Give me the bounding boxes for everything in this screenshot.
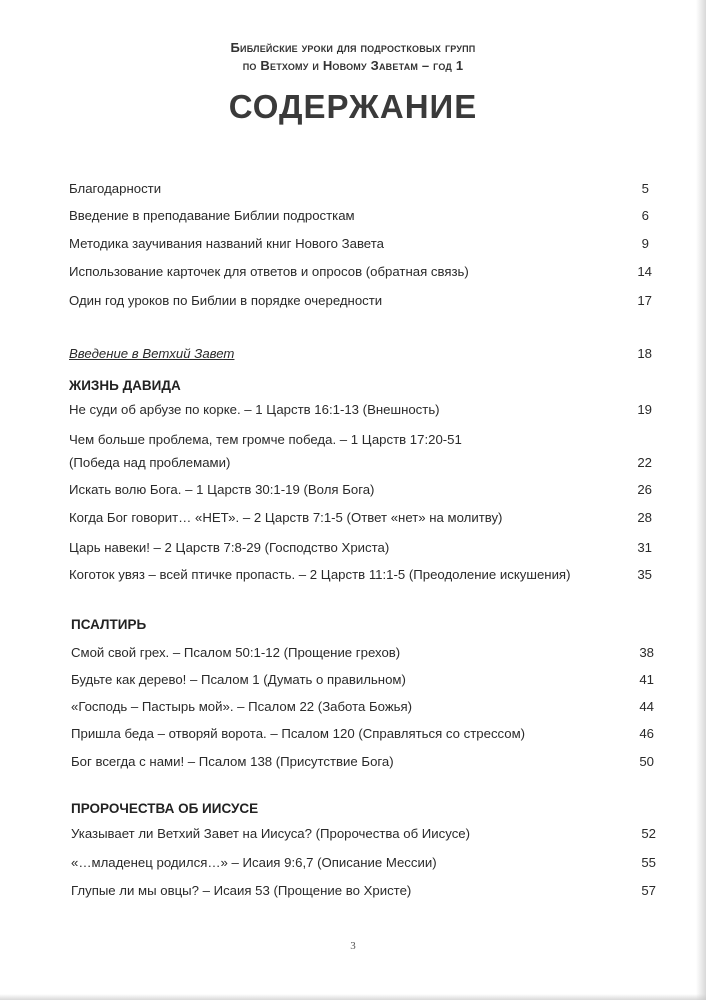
toc-entry-page: 57 (641, 883, 656, 898)
toc-entry-page: 14 (637, 264, 652, 279)
toc-entry-page: 22 (637, 455, 652, 470)
toc-entry-text: Не суди об арбузе по корке. – 1 Царств 16:1-13 (Внешность) (69, 402, 440, 417)
toc-entry-page: 9 (641, 236, 649, 251)
toc-entry-page: 38 (639, 645, 654, 660)
toc-entry-text: «Господь – Пастырь мой». – Псалом 22 (Забота Божья) (71, 699, 413, 714)
toc-entry (0, 855, 706, 875)
section-heading: ЖИЗНЬ ДАВИДА (69, 378, 181, 393)
toc-entry-text: Смой свой грех. – Псалом 50:1-12 (Прощение грехов) (71, 645, 401, 660)
toc-entry-text: «…младенец родился…» – Исаия 9:6,7 (Описание Мессии) (71, 855, 437, 870)
toc-entry-page: 35 (637, 567, 652, 582)
toc-entry-ot-intro (0, 346, 706, 366)
toc-entry-page: 28 (637, 510, 652, 525)
toc-entry-text: Введение в Ветхий Завет (69, 346, 235, 361)
toc-entry (0, 510, 706, 530)
toc-entry-page: 46 (639, 726, 654, 741)
toc-entry (0, 699, 706, 719)
toc-entry (0, 540, 706, 560)
page-edge-shadow-right (696, 0, 706, 1000)
toc-entry-text: Чем больше проблема, тем громче победа. – 1 Царств 17:20-51 (69, 432, 462, 447)
toc-entry (0, 482, 706, 502)
toc-entry-continued (0, 455, 706, 475)
toc-entry-text: Использование карточек для ответов и опросов (обратная связь) (69, 264, 469, 279)
section-heading: ПСАЛТИРЬ (71, 617, 147, 632)
toc-entry-page: 52 (641, 826, 656, 841)
toc-entry (0, 402, 706, 422)
toc-entry (0, 726, 706, 746)
toc-entry-text: Когда Бог говорит… «НЕТ». – 2 Царств 7:1-5 (Ответ «нет» на молитву) (69, 510, 503, 525)
toc-entry-page: 31 (637, 540, 652, 555)
toc-entry-page: 44 (639, 699, 654, 714)
toc-entry-text-continued: (Победа над проблемами) (69, 455, 231, 470)
toc-entry-page: 5 (641, 181, 649, 196)
page-edge-shadow-bottom (0, 994, 706, 1000)
toc-entry-page: 50 (639, 754, 654, 769)
toc-entry (0, 826, 706, 846)
toc-entry (0, 754, 706, 774)
toc-entry-text: Один год уроков по Библии в порядке очередности (69, 293, 383, 308)
toc-entry (0, 293, 706, 313)
toc-entry (0, 672, 706, 692)
toc-entry-text: Глупые ли мы овцы? – Исаия 53 (Прощение во Христе) (71, 883, 412, 898)
toc-entry-text: Пришла беда – отворяй ворота. – Псалом 120 (Справляться со стрессом) (71, 726, 526, 741)
toc-entry (0, 567, 706, 587)
toc-entry (0, 432, 706, 452)
toc-entry-page: 19 (637, 402, 652, 417)
toc-entry-text: Коготок увяз – всей птичке пропасть. – 2 Царств 11:1-5 (Преодоление искушения) (69, 567, 571, 582)
toc-entry (0, 208, 706, 228)
toc-entry-text: Методика заучивания названий книг Нового Завета (69, 236, 384, 251)
toc-entry-page: 18 (637, 346, 652, 361)
toc-entry (0, 264, 706, 284)
toc-entry-page: 55 (641, 855, 656, 870)
page-number: 3 (350, 940, 356, 952)
toc-entry-page: 17 (637, 293, 652, 308)
toc-entry-text: Будьте как дерево! – Псалом 1 (Думать о правильном) (71, 672, 406, 687)
toc-entry-text: Царь навеки! – 2 Царств 7:8-29 (Господство Христа) (69, 540, 390, 555)
toc-entry (0, 883, 706, 903)
toc-entry-text: Бог всегда с нами! – Псалом 138 (Присутствие Бога) (71, 754, 394, 769)
page-title: СОДЕРЖАНИЕ (228, 88, 478, 125)
toc-entry-page: 6 (641, 208, 649, 223)
toc-entry-page: 26 (637, 482, 652, 497)
toc-entry-text: Искать волю Бога. – 1 Царств 30:1-19 (Воля Бога) (69, 482, 375, 497)
toc-entry (0, 236, 706, 256)
series-title-line-1: Библейские уроки для подростковых групп (230, 40, 476, 55)
toc-entry-text: Указывает ли Ветхий Завет на Иисуса? (Пророчества об Иисусе) (71, 826, 471, 841)
toc-entry (0, 645, 706, 665)
toc-entry-text: Благодарности (69, 181, 162, 196)
section-heading: ПРОРОЧЕСТВА ОБ ИИСУСЕ (71, 801, 259, 816)
series-title-line-2: по Ветхому и Новому Заветам – год 1 (242, 58, 464, 73)
toc-entry-text: Введение в преподавание Библии подросткам (69, 208, 355, 223)
toc-entry (0, 181, 706, 201)
toc-entry-page: 41 (639, 672, 654, 687)
